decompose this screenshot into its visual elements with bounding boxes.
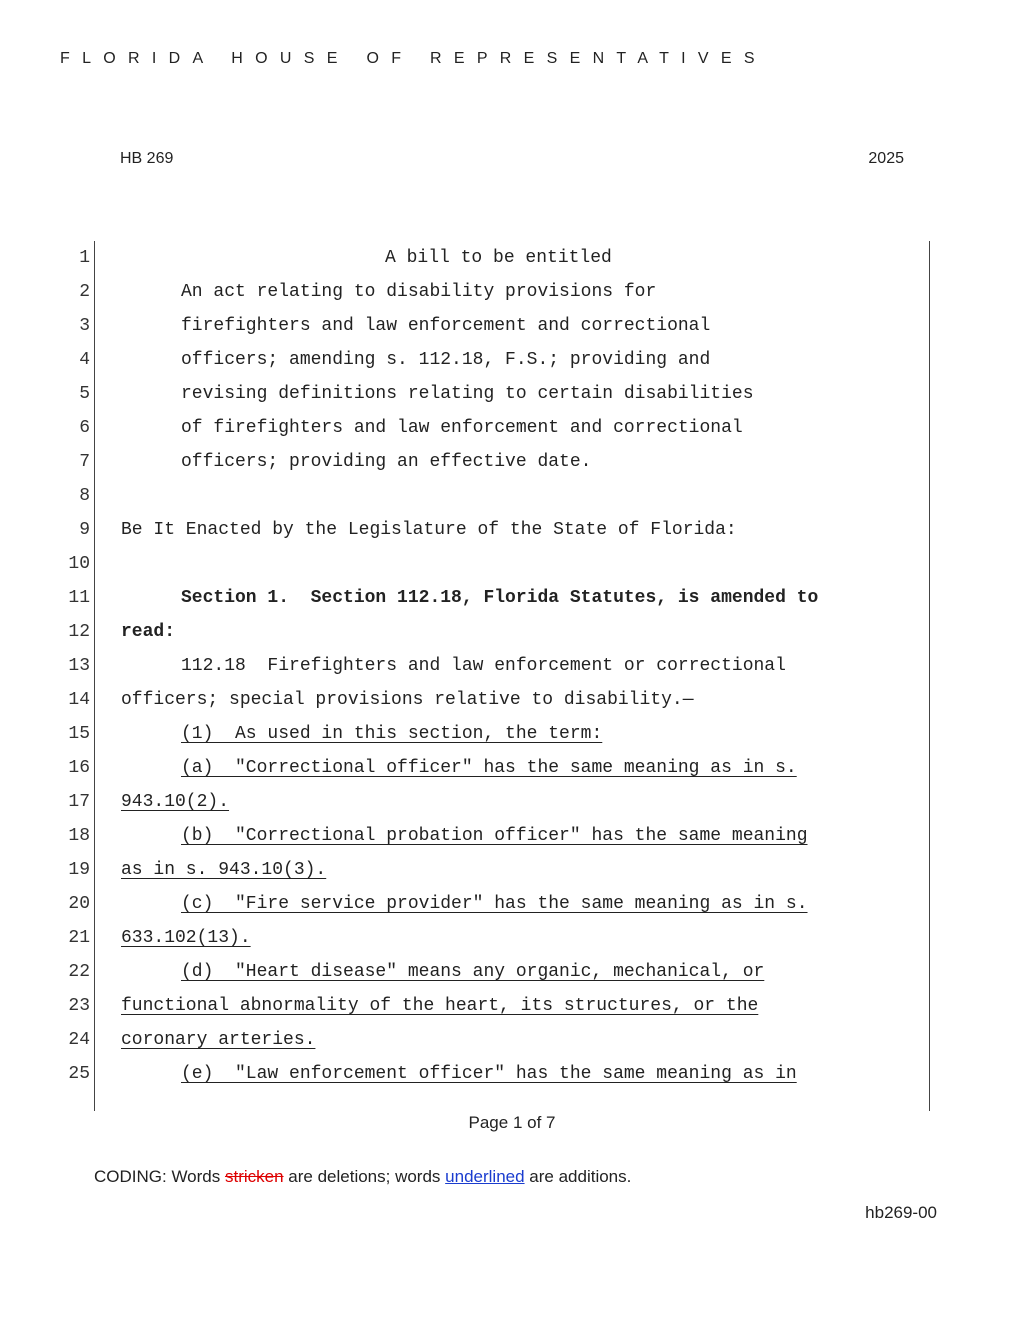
page-indicator: Page 1 of 7 (468, 1113, 556, 1132)
line-content: officers; special provisions relative to disability.— (121, 690, 694, 710)
line-text (181, 451, 591, 473)
line-text (181, 655, 786, 677)
line-content: Section 1. Section 112.18, Florida Statutes, is amended to (181, 588, 819, 608)
line-text (181, 315, 710, 337)
bill-line (0, 757, 940, 791)
line-text (181, 383, 754, 405)
bill-line (0, 927, 940, 961)
line-number: 25 (68, 1064, 90, 1084)
line-number: 19 (68, 860, 90, 880)
line-number: 12 (68, 622, 90, 642)
coding-suffix: are additions. (524, 1167, 632, 1186)
bill-line (0, 485, 940, 519)
bill-line (0, 519, 940, 553)
line-text (181, 281, 656, 303)
bill-line (0, 349, 940, 383)
line-content: functional abnormality of the heart, its structures, or the (121, 996, 759, 1016)
line-content: An act relating to disability provisions for (181, 282, 657, 302)
line-text (181, 825, 808, 847)
line-content: of firefighters and law enforcement and correctional (181, 418, 743, 438)
line-number: 14 (68, 690, 90, 710)
line-number: 8 (79, 486, 90, 506)
coding-underlined-sample: underlined (445, 1167, 525, 1186)
line-number: 16 (68, 758, 90, 778)
line-number: 10 (68, 554, 90, 574)
line-text (181, 1063, 797, 1085)
line-text (121, 859, 326, 881)
line-number: 24 (68, 1030, 90, 1050)
bill-line (0, 689, 940, 723)
line-number: 3 (79, 316, 90, 336)
line-number: 2 (79, 282, 90, 302)
chamber-header: FLORIDA HOUSE OF REPRESENTATIVES (60, 50, 767, 67)
coding-middle: are deletions; words (283, 1167, 446, 1186)
line-text (121, 791, 229, 813)
line-number: 23 (68, 996, 90, 1016)
bill-line (0, 451, 940, 485)
line-number: 22 (68, 962, 90, 982)
bill-number: HB 269 (120, 150, 174, 167)
line-content: coronary arteries. (121, 1030, 316, 1050)
document-id: hb269-00 (865, 1203, 937, 1222)
bill-line (0, 825, 940, 859)
bill-line (0, 995, 940, 1029)
line-text (121, 995, 758, 1017)
bill-year: 2025 (868, 150, 904, 167)
line-content: (d) "Heart disease" means any organic, mechanical, or (181, 962, 765, 982)
line-number: 5 (79, 384, 90, 404)
line-content: 633.102(13). (121, 928, 251, 948)
bill-line (0, 655, 940, 689)
coding-stricken-sample: stricken (224, 1167, 284, 1186)
coding-prefix: CODING: Words (94, 1167, 225, 1186)
line-content: (e) "Law enforcement officer" has the same meaning as in (181, 1064, 797, 1084)
bill-line (0, 315, 940, 349)
line-content: A bill to be entitled (385, 248, 612, 268)
line-text (181, 961, 764, 983)
line-text (121, 621, 175, 643)
line-number: 11 (68, 588, 90, 608)
bill-line (0, 893, 940, 927)
bill-line (0, 723, 940, 757)
bill-line (0, 383, 940, 417)
line-content: Be It Enacted by the Legislature of the State of Florida: (121, 520, 737, 540)
line-content: (c) "Fire service provider" has the same meaning as in s. (181, 894, 808, 914)
bill-line (0, 621, 940, 655)
line-content: (b) "Correctional probation officer" has the same meaning (181, 826, 808, 846)
line-number: 7 (79, 452, 90, 472)
bill-line (0, 587, 940, 621)
line-content: revising definitions relating to certain disabilities (181, 384, 754, 404)
line-text (181, 723, 602, 745)
line-content: officers; amending s. 112.18, F.S.; providing and (181, 350, 711, 370)
line-number: 1 (79, 248, 90, 268)
bill-line (0, 791, 940, 825)
bill-line (0, 281, 940, 315)
bill-line (0, 1029, 940, 1063)
line-content: (1) As used in this section, the term: (181, 724, 603, 744)
line-text (181, 587, 818, 609)
line-text (181, 417, 743, 439)
bill-line (0, 859, 940, 893)
bill-line (0, 247, 940, 281)
line-text (181, 349, 710, 371)
line-number: 13 (68, 656, 90, 676)
line-number: 18 (68, 826, 90, 846)
line-number: 9 (79, 520, 90, 540)
coding-legend (94, 1167, 631, 1187)
line-number: 15 (68, 724, 90, 744)
line-content: (a) "Correctional officer" has the same meaning as in s. (181, 758, 797, 778)
bill-line (0, 961, 940, 995)
line-content: officers; providing an effective date. (181, 452, 592, 472)
bill-line (0, 417, 940, 451)
line-number: 4 (79, 350, 90, 370)
line-content: firefighters and law enforcement and correctional (181, 316, 711, 336)
bill-line (0, 1063, 940, 1097)
line-text (181, 757, 797, 779)
line-text (181, 893, 808, 915)
line-number: 21 (68, 928, 90, 948)
line-text (121, 689, 694, 711)
line-text (385, 247, 612, 269)
line-number: 20 (68, 894, 90, 914)
line-content: 943.10(2). (121, 792, 230, 812)
line-text (121, 927, 251, 949)
line-content: read: (121, 622, 176, 642)
line-text (121, 519, 737, 541)
line-content: 112.18 Firefighters and law enforcement or correctional (181, 656, 786, 676)
line-text (121, 1029, 315, 1051)
line-number: 17 (68, 792, 90, 812)
line-number: 6 (79, 418, 90, 438)
bill-line (0, 553, 940, 587)
line-content: as in s. 943.10(3). (121, 860, 327, 880)
